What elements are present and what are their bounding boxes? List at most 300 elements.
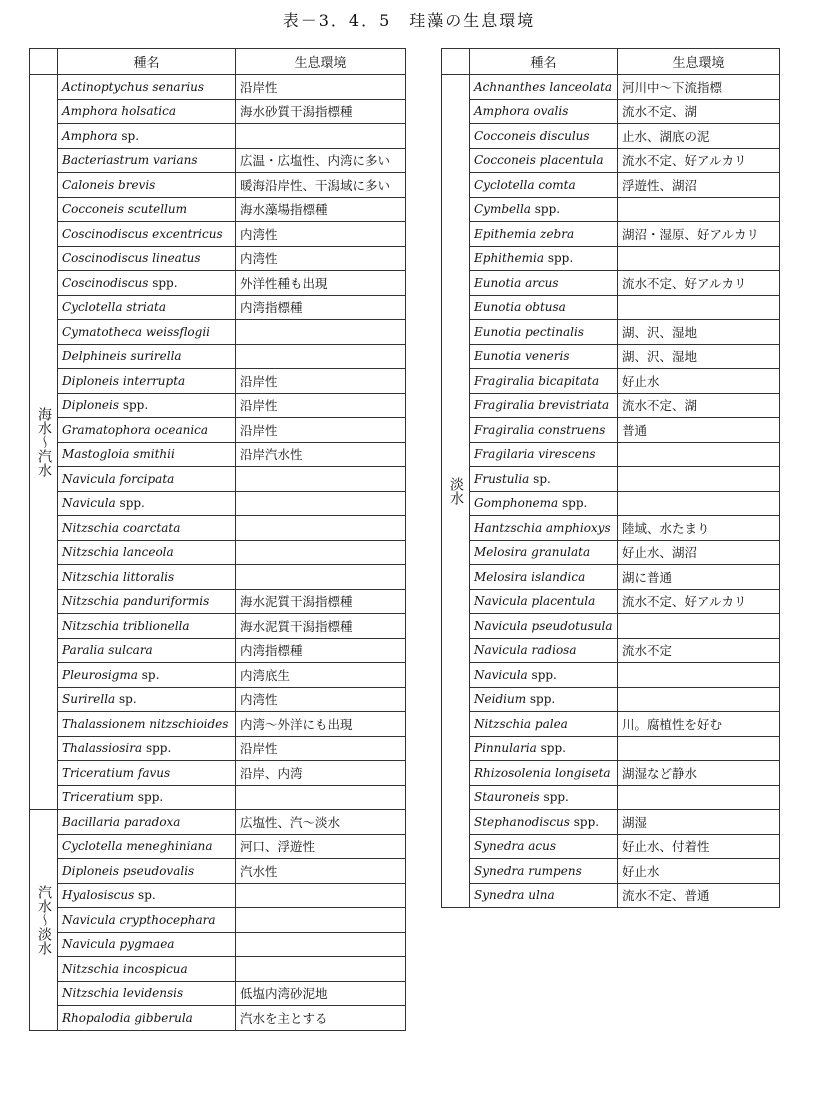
species-cell: [58, 99, 236, 124]
habitat-cell: 浮遊性、湖沼: [618, 173, 780, 198]
species-cell: [58, 712, 236, 737]
species-cell: [470, 859, 618, 884]
species-name: Hyalosiscus: [62, 888, 135, 903]
habitat-cell: 海水泥質干潟指標種: [236, 614, 406, 639]
table-row: [30, 932, 406, 957]
species-name: Nitzschia palea: [474, 716, 568, 731]
species-header: 種名: [470, 49, 618, 75]
table-row: [442, 810, 780, 835]
species-cell: [470, 540, 618, 565]
habitat-cell: 沿岸性: [236, 418, 406, 443]
habitat-cell: [618, 467, 780, 492]
habitat-cell: 内湾性: [236, 246, 406, 271]
header-row: [30, 49, 406, 75]
table-row: [442, 442, 780, 467]
table-row: [442, 467, 780, 492]
species-suffix: spp.: [148, 275, 178, 290]
species-name: Amphora: [62, 128, 118, 143]
group-label: 淡水: [442, 75, 470, 908]
species-name: Epithemia zebra: [474, 226, 575, 241]
table-row: [442, 565, 780, 590]
species-name: Diploneis pseudovalis: [62, 863, 195, 878]
table-row: [30, 589, 406, 614]
species-cell: [58, 810, 236, 835]
species-cell: [58, 957, 236, 982]
species-cell: [58, 932, 236, 957]
habitat-cell: 汽水性: [236, 859, 406, 884]
habitat-cell: 広温・広塩性、内湾に多い: [236, 148, 406, 173]
habitat-cell: 湖沼・湿原、好アルカリ: [618, 222, 780, 247]
species-name: Nitzschia levidensis: [62, 986, 184, 1001]
species-name: Achnanthes lanceolata: [474, 79, 613, 94]
species-cell: [58, 516, 236, 541]
species-cell: [470, 589, 618, 614]
table-row: [30, 712, 406, 737]
habitat-cell: [236, 908, 406, 933]
species-name: Navicula: [474, 667, 528, 682]
species-name: Delphineis surirella: [62, 349, 182, 364]
group-header: [442, 49, 470, 75]
habitat-cell: [236, 491, 406, 516]
habitat-cell: [236, 320, 406, 345]
habitat-cell: 流水不定、好アルカリ: [618, 589, 780, 614]
species-cell: [470, 687, 618, 712]
species-name: Paralia sulcara: [62, 643, 153, 658]
table-row: [442, 589, 780, 614]
habitat-cell: [236, 467, 406, 492]
species-name: Cyclotella comta: [474, 177, 576, 192]
habitat-cell: 流水不定、好アルカリ: [618, 271, 780, 296]
species-name: Cocconeis disculus: [474, 128, 590, 143]
diatom-table-right: [441, 48, 780, 908]
habitat-cell: [236, 932, 406, 957]
habitat-cell: 川。腐植性を好む: [618, 712, 780, 737]
species-name: Navicula crypthocephara: [62, 912, 216, 927]
species-suffix: sp.: [115, 692, 137, 707]
habitat-cell: 沿岸性: [236, 369, 406, 394]
table-row: [30, 295, 406, 320]
species-cell: [470, 344, 618, 369]
table-row: [30, 148, 406, 173]
species-cell: [470, 369, 618, 394]
habitat-cell: 内湾～外洋にも出現: [236, 712, 406, 737]
species-cell: [470, 761, 618, 786]
species-cell: [58, 148, 236, 173]
habitat-cell: 内湾底生: [236, 663, 406, 688]
habitat-cell: 河川中～下流指標: [618, 75, 780, 100]
species-name: Ephithemia: [474, 251, 545, 266]
table-row: [30, 957, 406, 982]
habitat-cell: 外洋性種も出現: [236, 271, 406, 296]
species-name: Cymatotheca weissflogii: [62, 324, 210, 339]
species-cell: [470, 516, 618, 541]
habitat-cell: [618, 442, 780, 467]
table-row: [30, 981, 406, 1006]
table-row: [30, 883, 406, 908]
species-name: Melosira islandica: [474, 569, 586, 584]
species-cell: [58, 369, 236, 394]
species-cell: [470, 785, 618, 810]
species-name: Navicula radiosa: [474, 643, 577, 658]
species-name: Stephanodiscus: [474, 814, 570, 829]
species-name: Diploneis interrupta: [62, 373, 186, 388]
species-cell: [58, 75, 236, 100]
species-suffix: spp.: [142, 741, 172, 756]
table-row: [30, 124, 406, 149]
habitat-cell: [236, 344, 406, 369]
species-name: Melosira granulata: [474, 545, 591, 560]
species-name: Gramatophora oceanica: [62, 422, 209, 437]
table-row: [442, 222, 780, 247]
table-row: [442, 393, 780, 418]
species-name: Rhizosolenia longiseta: [474, 765, 611, 780]
table-row: [30, 491, 406, 516]
table-row: [442, 344, 780, 369]
table-row: [442, 99, 780, 124]
species-cell: [58, 418, 236, 443]
table-row: [30, 246, 406, 271]
table-row: [30, 75, 406, 100]
table-row: [442, 173, 780, 198]
species-name: Mastogloia smithii: [62, 447, 175, 462]
species-cell: [58, 222, 236, 247]
species-cell: [470, 99, 618, 124]
habitat-cell: 流水不定、湖: [618, 393, 780, 418]
table-row: [442, 369, 780, 394]
species-suffix: spp.: [115, 496, 145, 511]
species-name: Pleurosigma: [62, 667, 138, 682]
habitat-cell: 流水不定: [618, 638, 780, 663]
species-cell: [58, 320, 236, 345]
table-row: [30, 859, 406, 884]
table-row: [442, 785, 780, 810]
species-name: Fragilaria virescens: [474, 447, 596, 462]
species-cell: [58, 295, 236, 320]
habitat-header: 生息環境: [618, 49, 780, 75]
habitat-cell: [236, 883, 406, 908]
species-name: Pinnularia: [474, 741, 537, 756]
habitat-cell: 湖湿など静水: [618, 761, 780, 786]
habitat-cell: 広塩性、汽～淡水: [236, 810, 406, 835]
species-cell: [470, 148, 618, 173]
species-name: Coscinodiscus excentricus: [62, 226, 223, 241]
group-label: 汽水～淡水: [30, 810, 58, 1031]
table-row: [30, 810, 406, 835]
table-row: [30, 369, 406, 394]
table-row: [30, 271, 406, 296]
table-row: [30, 467, 406, 492]
species-suffix: spp.: [544, 251, 574, 266]
species-name: Cymbella: [474, 202, 531, 217]
table-row: [30, 614, 406, 639]
table-body: [442, 75, 780, 908]
species-name: Gomphonema: [474, 496, 559, 511]
habitat-cell: [236, 957, 406, 982]
habitat-cell: 止水、湖底の泥: [618, 124, 780, 149]
species-cell: [470, 712, 618, 737]
species-cell: [470, 393, 618, 418]
species-suffix: sp.: [117, 128, 140, 143]
table-row: [30, 222, 406, 247]
species-cell: [470, 736, 618, 761]
table-row: [30, 834, 406, 859]
species-suffix: spp.: [530, 202, 561, 217]
species-cell: [470, 246, 618, 271]
habitat-cell: 内湾性: [236, 687, 406, 712]
table-body: [30, 75, 406, 1031]
species-name: Coscinodiscus lineatus: [62, 251, 201, 266]
species-name: Cyclotella meneghiniana: [62, 839, 213, 854]
table-row: [30, 320, 406, 345]
left-table: [29, 48, 405, 1031]
species-cell: [470, 173, 618, 198]
species-cell: [470, 565, 618, 590]
species-name: Navicula placentula: [474, 594, 596, 609]
table-row: [30, 344, 406, 369]
table-row: [30, 565, 406, 590]
species-cell: [470, 124, 618, 149]
table-row: [30, 393, 406, 418]
habitat-cell: 湖に普通: [618, 565, 780, 590]
habitat-cell: 沿岸性: [236, 393, 406, 418]
table-row: [30, 638, 406, 663]
species-cell: [470, 883, 618, 908]
habitat-cell: 沿岸汽水性: [236, 442, 406, 467]
species-name: Coscinodiscus: [62, 275, 149, 290]
right-table: [441, 48, 779, 908]
species-name: Actinoptychus senarius: [62, 79, 205, 94]
species-name: Surirella: [62, 692, 116, 707]
species-cell: [58, 614, 236, 639]
table-row: [442, 295, 780, 320]
species-cell: [58, 785, 236, 810]
table-row: [30, 173, 406, 198]
table-row: [30, 908, 406, 933]
species-suffix: spp.: [536, 741, 566, 756]
group-header: [30, 49, 58, 75]
species-cell: [58, 908, 236, 933]
species-name: Synedra ulna: [474, 888, 555, 903]
species-name: Synedra rumpens: [474, 863, 582, 878]
species-name: Nitzschia triblionella: [62, 618, 190, 633]
species-name: Nitzschia lanceola: [62, 545, 174, 560]
habitat-cell: [618, 246, 780, 271]
habitat-cell: 内湾指標種: [236, 295, 406, 320]
habitat-cell: [618, 687, 780, 712]
habitat-cell: 暖海沿岸性、干潟域に多い: [236, 173, 406, 198]
table-row: [442, 638, 780, 663]
species-name: Stauroneis: [474, 790, 540, 805]
species-cell: [470, 75, 618, 100]
species-name: Amphora holsatica: [62, 104, 177, 119]
table-row: [442, 859, 780, 884]
habitat-cell: 内湾指標種: [236, 638, 406, 663]
species-cell: [58, 638, 236, 663]
species-suffix: spp.: [527, 667, 557, 682]
habitat-cell: 海水藻場指標種: [236, 197, 406, 222]
page-title: 表－3．4．5 珪藻の生息環境: [282, 11, 536, 30]
species-cell: [58, 124, 236, 149]
species-name: Fragiralia bicapitata: [474, 373, 600, 388]
species-name: Thalassiosira: [62, 741, 143, 756]
table-row: [442, 687, 780, 712]
species-suffix: spp.: [119, 398, 149, 413]
table-row: [442, 148, 780, 173]
species-name: Neidium: [474, 692, 527, 707]
habitat-cell: 河口、浮遊性: [236, 834, 406, 859]
species-name: Fragiralia construens: [474, 422, 606, 437]
table-row: [442, 75, 780, 100]
habitat-cell: [618, 785, 780, 810]
habitat-cell: 普通: [618, 418, 780, 443]
species-name: Amphora ovalis: [474, 104, 569, 119]
species-suffix: sp.: [134, 888, 156, 903]
species-name: Frustulia: [474, 471, 530, 486]
species-name: Hantzschia amphioxys: [474, 520, 611, 535]
habitat-cell: 流水不定、湖: [618, 99, 780, 124]
species-cell: [470, 295, 618, 320]
habitat-cell: 沿岸性: [236, 75, 406, 100]
species-cell: [470, 222, 618, 247]
table-row: [442, 663, 780, 688]
habitat-cell: 沿岸性: [236, 736, 406, 761]
species-name: Bacteriastrum varians: [62, 153, 198, 168]
table-row: [442, 834, 780, 859]
species-name: Nitzschia incospicua: [62, 961, 188, 976]
species-name: Caloneis brevis: [62, 177, 156, 192]
species-name: Eunotia veneris: [474, 349, 570, 364]
species-name: Nitzschia coarctata: [62, 520, 181, 535]
table-row: [30, 785, 406, 810]
species-suffix: sp.: [137, 667, 160, 682]
habitat-cell: 湖、沢、湿地: [618, 320, 780, 345]
species-cell: [58, 1006, 236, 1031]
species-cell: [470, 663, 618, 688]
table-row: [30, 516, 406, 541]
species-name: Navicula pseudotusula: [474, 618, 613, 633]
habitat-cell: [618, 736, 780, 761]
species-cell: [58, 859, 236, 884]
habitat-cell: [618, 663, 780, 688]
habitat-cell: [618, 491, 780, 516]
table-row: [30, 1006, 406, 1031]
habitat-cell: 汽水を主とする: [236, 1006, 406, 1031]
species-cell: [58, 883, 236, 908]
habitat-cell: [236, 540, 406, 565]
species-cell: [58, 981, 236, 1006]
habitat-cell: [618, 295, 780, 320]
species-cell: [58, 589, 236, 614]
table-row: [442, 883, 780, 908]
species-name: Navicula: [62, 496, 116, 511]
species-cell: [58, 467, 236, 492]
species-cell: [58, 834, 236, 859]
species-cell: [58, 393, 236, 418]
species-cell: [470, 320, 618, 345]
species-name: Triceratium: [62, 790, 135, 805]
species-cell: [470, 810, 618, 835]
habitat-cell: 陸域、水たまり: [618, 516, 780, 541]
table-row: [30, 687, 406, 712]
species-cell: [470, 467, 618, 492]
habitat-cell: [618, 614, 780, 639]
table-row: [442, 614, 780, 639]
species-cell: [470, 271, 618, 296]
species-name: Cocconeis placentula: [474, 153, 604, 168]
species-suffix: sp.: [529, 471, 551, 486]
table-row: [442, 320, 780, 345]
species-name: Rhopalodia gibberula: [62, 1010, 193, 1025]
table-row: [30, 736, 406, 761]
habitat-cell: 好止水: [618, 369, 780, 394]
species-name: Eunotia pectinalis: [474, 324, 584, 339]
species-name: Diploneis: [62, 398, 120, 413]
species-cell: [58, 246, 236, 271]
table-row: [442, 540, 780, 565]
species-name: Fragiralia brevistriata: [474, 398, 610, 413]
table-row: [442, 418, 780, 443]
table-row: [30, 761, 406, 786]
table-row: [442, 761, 780, 786]
habitat-cell: 低塩内湾砂泥地: [236, 981, 406, 1006]
species-cell: [58, 761, 236, 786]
species-cell: [470, 442, 618, 467]
species-name: Eunotia obtusa: [474, 300, 566, 315]
species-name: Nitzschia littoralis: [62, 569, 175, 584]
table-row: [442, 197, 780, 222]
habitat-cell: [236, 785, 406, 810]
habitat-cell: 流水不定、好アルカリ: [618, 148, 780, 173]
habitat-cell: [236, 124, 406, 149]
species-cell: [58, 687, 236, 712]
group-label: 海水～汽水: [30, 75, 58, 810]
species-cell: [58, 540, 236, 565]
species-name: Cyclotella striata: [62, 300, 166, 315]
species-name: Navicula forcipata: [62, 471, 175, 486]
species-cell: [58, 491, 236, 516]
habitat-cell: 内湾性: [236, 222, 406, 247]
species-cell: [58, 736, 236, 761]
species-name: Navicula pygmaea: [62, 937, 175, 952]
table-row: [442, 491, 780, 516]
habitat-cell: [618, 197, 780, 222]
header-row: [442, 49, 780, 75]
species-name: Thalassionem nitzschioides: [62, 716, 229, 731]
habitat-cell: [236, 516, 406, 541]
habitat-cell: 好止水、湖沼: [618, 540, 780, 565]
species-name: Cocconeis scutellum: [62, 202, 188, 217]
table-row: [30, 540, 406, 565]
table-row: [442, 736, 780, 761]
habitat-cell: 湖湿: [618, 810, 780, 835]
species-suffix: spp.: [526, 692, 556, 707]
species-suffix: spp.: [539, 790, 569, 805]
species-name: Bacillaria paradoxa: [62, 814, 181, 829]
species-suffix: spp.: [558, 496, 588, 511]
species-name: Synedra acus: [474, 839, 556, 854]
species-cell: [58, 663, 236, 688]
table-row: [442, 246, 780, 271]
table-row: [442, 271, 780, 296]
table-row: [30, 442, 406, 467]
table-row: [442, 124, 780, 149]
table-row: [30, 197, 406, 222]
habitat-cell: 好止水: [618, 859, 780, 884]
species-header: 種名: [58, 49, 236, 75]
diatom-table-left: [29, 48, 406, 1031]
table-row: [442, 516, 780, 541]
species-name: Triceratium favus: [62, 765, 171, 780]
